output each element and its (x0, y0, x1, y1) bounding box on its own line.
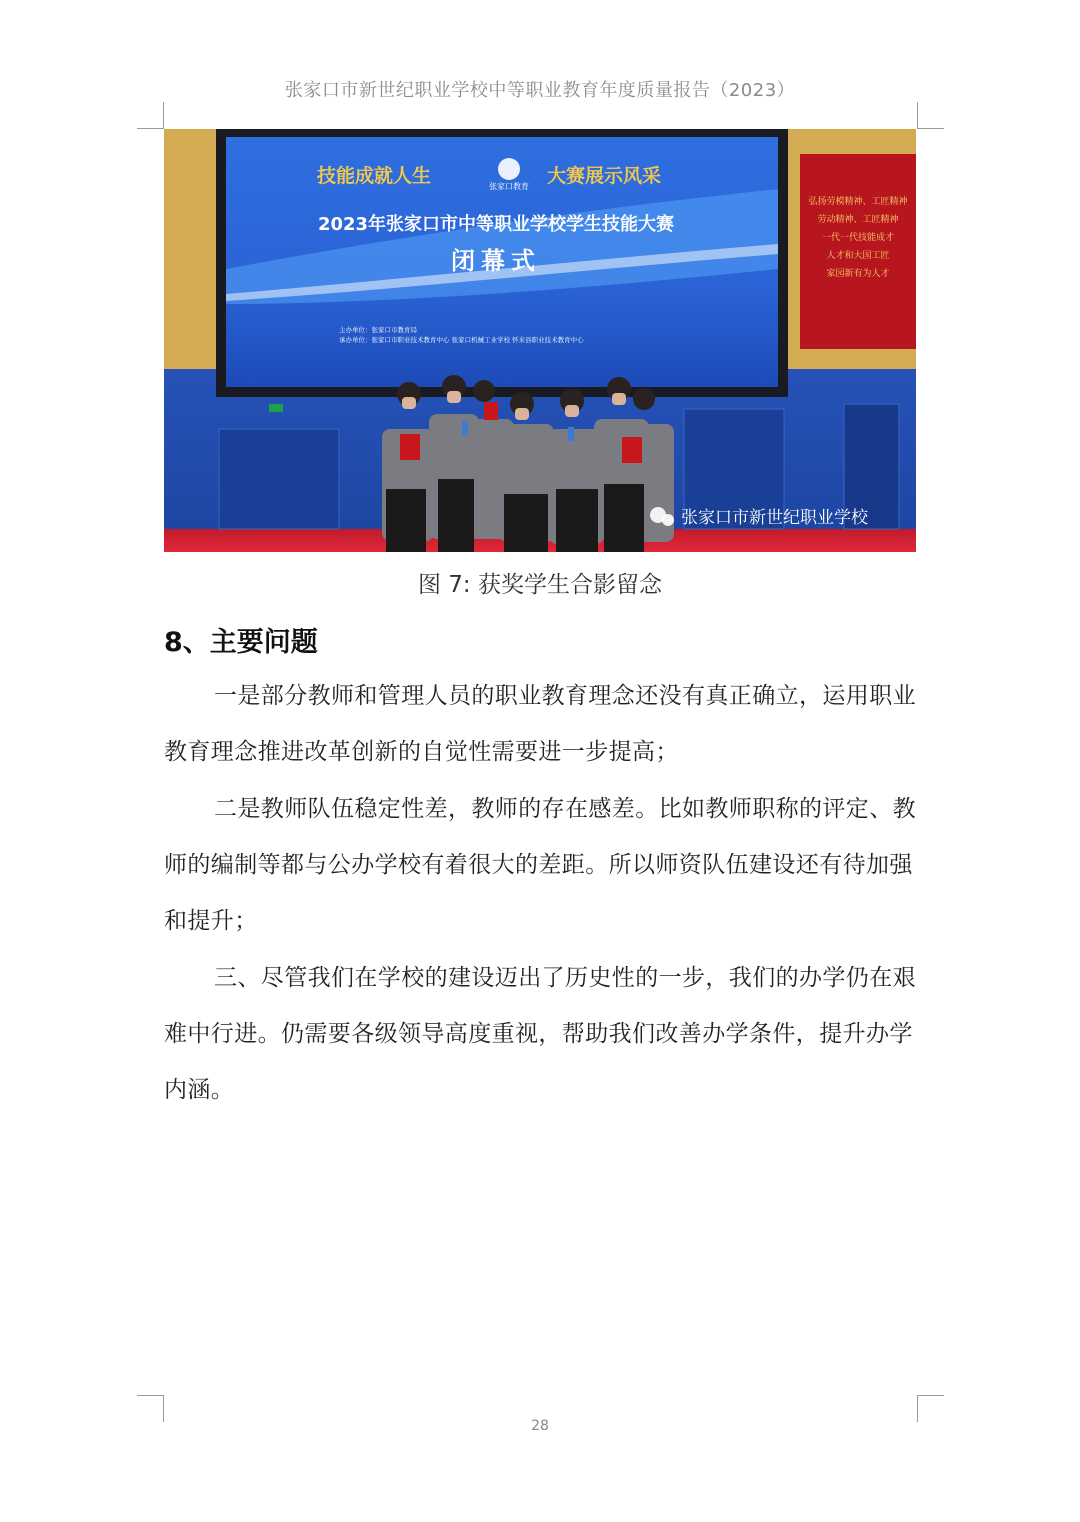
education-logo-icon (498, 158, 520, 180)
figure-caption: 图 7: 获奖学生合影留念 (417, 572, 662, 598)
crop-mark-top-left (137, 102, 164, 129)
banner-line: 家园新有为人才 (826, 269, 890, 279)
banner-line: 弘扬劳模精神、工匠精神 (808, 197, 908, 207)
banner-line: 一代一代技能成才 (821, 233, 895, 243)
banner-line: 劳动精神、工匠精神 (817, 215, 899, 225)
body-paragraph: 二是教师队伍稳定性差，教师的存在感差。比如教师职称的评定、教师的编制等都与公办学校有着很大的差距。所以师资队伍建设还有待加强和提升； (164, 796, 916, 934)
running-header: 张家口市新世纪职业学校中等职业教育年度质量报告（2023） (284, 80, 796, 101)
banner-line: 人才和大国工匠 (826, 251, 890, 261)
section-heading: 8、主要问题 (164, 627, 318, 658)
screen-subtitle: 闭幕式 (451, 247, 541, 275)
body-paragraph: 三、尽管我们在学校的建设迈出了历史性的一步，我们的办学仍在艰难中行进。仍需要各级领导高度重视，帮助我们改善办学条件，提升办学内涵。 (164, 965, 916, 1103)
wechat-watermark (650, 507, 869, 528)
screen-title: 2023年张家口市中等职业学校学生技能大赛 (317, 214, 675, 235)
screen-logo-text: 张家口教育 (489, 182, 529, 191)
screen-slogan-right: 大赛展示风采 (546, 165, 662, 187)
screen-organizer-2: 承办单位：张家口市职业技术教育中心 张家口机械工业学校 怀来县职业技术教育中心 (339, 336, 584, 344)
screen-organizer-1: 主办单位：张家口市教育局 (339, 326, 417, 334)
watermark-text: 张家口市新世纪职业学校 (681, 508, 868, 528)
body-paragraph: 一是部分教师和管理人员的职业教育理念还没有真正确立，运用职业教育理念推进改革创新的自觉性需要进一步提高； (164, 683, 916, 765)
screen-slogan-left: 技能成就人生 (316, 165, 432, 187)
crop-mark-top-right (917, 102, 944, 129)
award-photo (164, 129, 916, 552)
page-number: 28 (531, 1418, 549, 1434)
